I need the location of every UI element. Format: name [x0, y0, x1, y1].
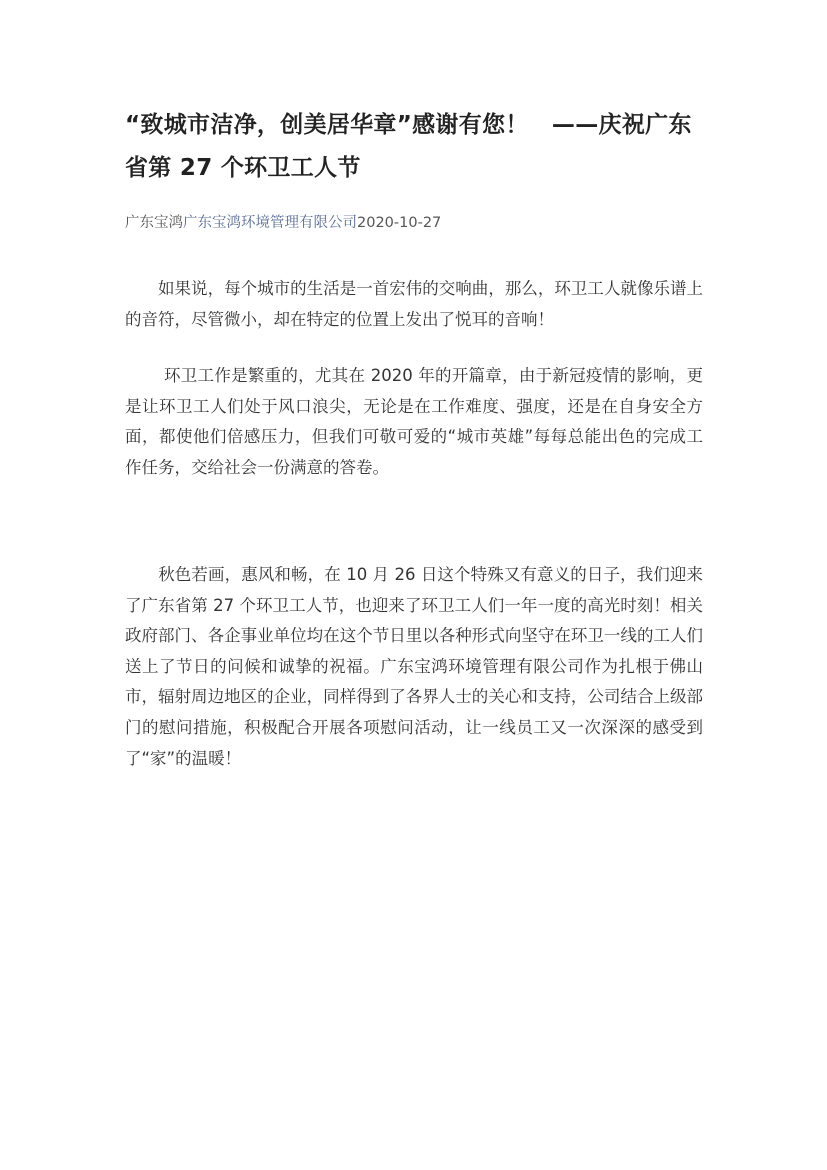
article-author: 广东宝鸿 — [125, 215, 183, 231]
article-paragraph-1: 如果说，每个城市的生活是一首宏伟的交响曲，那么，环卫工人就像乐谱上的音符，尽管微小，却在特定的位置上发出了悦耳的音响！ — [125, 279, 703, 329]
article-paragraph-3: 秋色若画，惠风和畅，在 10 月 26 日这个特殊又有意义的日子，我们迎来了广东省第 27 个环卫工人节，也迎来了环卫工人们一年一度的高光时刻！相关政府部门、各企事业单位均在这个节日里以各种形式向坚守在环卫一线的工人们送上了节日的问候和诚挚的祝福。广东宝鸿环境管理有限公司作为扎根于佛山市，辐射周边地区的企业，同样得到了各界人士的关心和支持，公司结合上级部门的慰问措施，积极配合开展各项慰问活动，让一线员工又一次深深的感受到了“家”的温暖！ — [125, 565, 703, 768]
article-meta — [125, 212, 441, 234]
article-title: “致城市洁净，创美居华章”感谢有您！ ——庆祝广东省第 27 个环卫工人节 — [125, 112, 692, 181]
article-org-link[interactable]: 广东宝鸿环境管理有限公司 — [183, 215, 357, 231]
article-paragraph-2: 环卫工作是繁重的，尤其在 2020 年的开篇章，由于新冠疫情的影响，更是让环卫工人们处于风口浪尖，无论是在工作难度、强度，还是在自身安全方面，都使他们倍感压力，但我们可敬可爱的“城市英雄”每每总能出色的完成工作任务，交给社会一份满意的答卷。 — [125, 366, 703, 477]
article-date: 2020-10-27 — [357, 215, 442, 231]
